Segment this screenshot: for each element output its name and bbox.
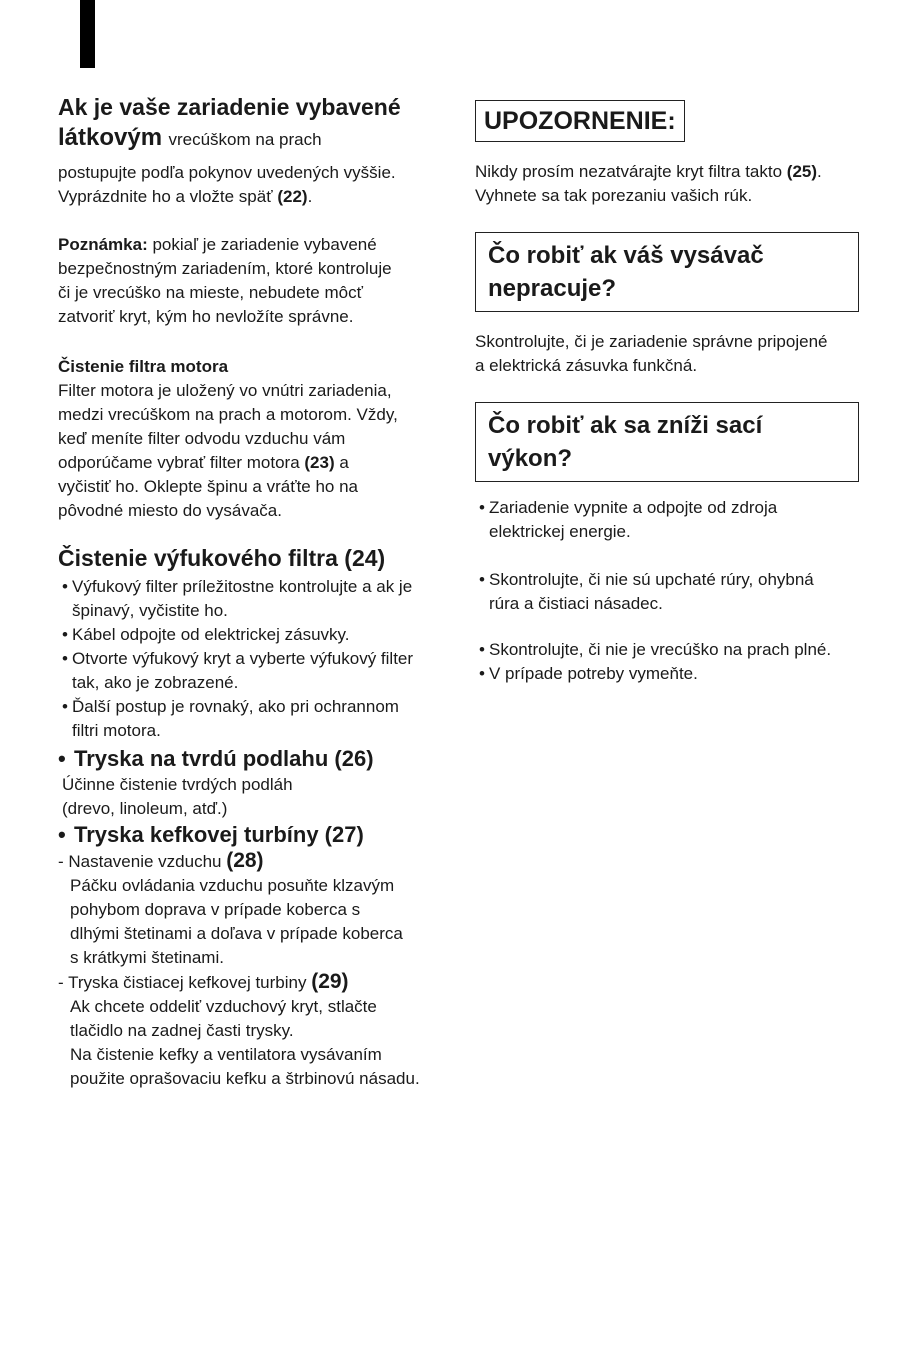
text-line: Filter motora je uložený vo vnútri zariadenia, xyxy=(58,381,392,400)
text-line: a xyxy=(334,453,349,472)
sub-label: - Nastavenie vzduchu xyxy=(58,852,227,871)
text-line: s krátkymi štetinami. xyxy=(70,948,224,967)
list-item xyxy=(58,623,458,647)
text-line: dlhými štetinami a doľava v prípade koberca xyxy=(70,924,403,943)
question-box-suction xyxy=(475,402,859,482)
exhaust-filter-heading: Čistenie výfukového filtra (24) xyxy=(58,545,386,571)
heading-line: Ak je vaše zariadenie vybavené xyxy=(58,94,401,120)
cloth-bag-heading xyxy=(58,92,458,155)
air-adjust-paragraph xyxy=(58,849,458,874)
text-line: pokiaľ je zariadenie vybavené xyxy=(147,235,377,254)
text-line: (drevo, linoleum, atď.) xyxy=(62,799,228,818)
heading-text: Tryska kefkovej turbíny (27) xyxy=(74,822,364,847)
heading-bold-word: látkovým xyxy=(58,124,163,151)
text-line: a elektrická zásuvka funkčná. xyxy=(475,356,698,375)
figure-ref: (25) xyxy=(786,162,818,181)
text-line: Účinne čistenie tvrdých podláh xyxy=(62,775,293,794)
text-line: Vyprázdnite ho a vložte späť xyxy=(58,187,278,206)
heading-line: Čo robiť ak sa zníži sací xyxy=(488,412,763,439)
text-line: tak, ako je zobrazené. xyxy=(72,673,239,692)
text-line: V prípade potreby vymeňte. xyxy=(489,664,698,683)
hard-floor-heading: • Tryska na tvrdú podlahu (26) xyxy=(58,746,374,771)
text-line: medzi vrecúškom na prach a motorom. Vždy, xyxy=(58,405,398,424)
note-label: Poznámka: xyxy=(58,235,148,254)
text-line: Skontrolujte, či je zariadenie správne pripojené xyxy=(475,332,828,351)
motor-filter-heading: Čistenie filtra motora xyxy=(58,357,229,376)
text-line: postupujte podľa pokynov uvedených vyššie. xyxy=(58,163,396,182)
text-line: odporúčame vybrať filter motora xyxy=(58,453,305,472)
text-line: vyčistiť ho. Oklepte špinu a vráťte ho na xyxy=(58,477,359,496)
heading-line: nepracuje? xyxy=(488,275,617,302)
suction-answer-list xyxy=(475,496,865,686)
turbo-brush-heading: • Tryska kefkovej turbíny (27) xyxy=(58,822,364,847)
list-item xyxy=(475,662,865,686)
sub-label: - Tryska čistiacej kefkovej turbiny xyxy=(58,973,312,992)
text-line: elektrickej energie. xyxy=(489,522,631,541)
text-line: Skontrolujte, či nie je vrecúško na prach plné. xyxy=(489,640,832,659)
heading-small-text: vrecúškom na prach xyxy=(168,130,322,149)
text-line: použite oprašovaciu kefku a štrbinovú násadu. xyxy=(70,1069,420,1088)
text-line: filtri motora. xyxy=(72,721,161,740)
air-adjust-text xyxy=(58,874,458,970)
question-box-not-working xyxy=(475,232,859,312)
left-column xyxy=(58,92,458,1091)
text-line: rúra a čistiaci násadec. xyxy=(489,594,663,613)
text-line: pôvodné miesto do vysávača. xyxy=(58,501,282,520)
right-column xyxy=(475,100,865,686)
figure-ref: (29) xyxy=(311,970,349,993)
text-line: Páčku ovládania vzduchu posuňte klzavým xyxy=(70,876,395,895)
text-line: špinavý, vyčistite ho. xyxy=(72,601,228,620)
heading-line: výkon? xyxy=(488,445,573,472)
text-line: Nikdy prosím nezatvárajte kryt filtra takto xyxy=(475,162,787,181)
page-tab-marker xyxy=(80,0,95,68)
text-line: Ak chcete oddeliť vzduchový kryt, stlačte xyxy=(70,997,377,1016)
text-line: či je vrecúško na mieste, nebudete môcť xyxy=(58,283,363,302)
text-line: . xyxy=(817,162,822,181)
text-line: tlačidlo na zadnej časti trysky. xyxy=(70,1021,294,1040)
brush-clean-paragraph xyxy=(58,970,458,995)
list-item xyxy=(475,496,865,544)
not-working-answer xyxy=(475,330,865,378)
text-line: bezpečnostným zariadením, ktoré kontroluje xyxy=(58,259,392,278)
heading-text: Tryska na tvrdú podlahu (26) xyxy=(74,746,374,771)
cloth-bag-paragraph xyxy=(58,161,458,209)
exhaust-filter-list xyxy=(58,575,458,743)
text-line: Na čistenie kefky a ventilatora vysávaním xyxy=(70,1045,382,1064)
text-line: Zariadenie vypnite a odpojte od zdroja xyxy=(489,498,778,517)
list-item xyxy=(58,575,458,623)
warning-paragraph xyxy=(475,160,865,208)
list-item xyxy=(58,647,458,695)
text-line: zatvoriť kryt, kým ho nevložíte správne. xyxy=(58,307,354,326)
text-line: pohybom doprava v prípade koberca s xyxy=(70,900,361,919)
warning-box-title: UPOZORNENIE: xyxy=(475,100,685,142)
text-line: Skontrolujte, či nie sú upchaté rúry, ohybná xyxy=(489,570,814,589)
figure-ref: (22) xyxy=(277,187,308,206)
figure-ref: (28) xyxy=(226,849,264,872)
note-paragraph xyxy=(58,233,458,329)
list-item xyxy=(475,638,865,662)
text-line: Ďalší postup je rovnaký, ako pri ochrannom xyxy=(72,697,399,716)
text-line: Otvorte výfukový kryt a vyberte výfukový filter xyxy=(72,649,414,668)
text-line: . xyxy=(307,187,313,206)
list-item xyxy=(58,695,458,743)
text-line: Vyhnete sa tak porezaniu vašich rúk. xyxy=(475,186,753,205)
heading-line: Čo robiť ak váš vysávač xyxy=(488,242,764,269)
text-line: Kábel odpojte od elektrickej zásuvky. xyxy=(72,625,350,644)
list-item xyxy=(475,568,865,616)
hard-floor-paragraph xyxy=(58,773,458,821)
brush-clean-text xyxy=(58,995,458,1091)
motor-filter-paragraph xyxy=(58,379,458,523)
text-line: keď meníte filter odvodu vzduchu vám xyxy=(58,429,346,448)
text-line: Výfukový filter príležitostne kontrolujte a ak je xyxy=(72,577,413,596)
figure-ref: (23) xyxy=(304,453,335,472)
